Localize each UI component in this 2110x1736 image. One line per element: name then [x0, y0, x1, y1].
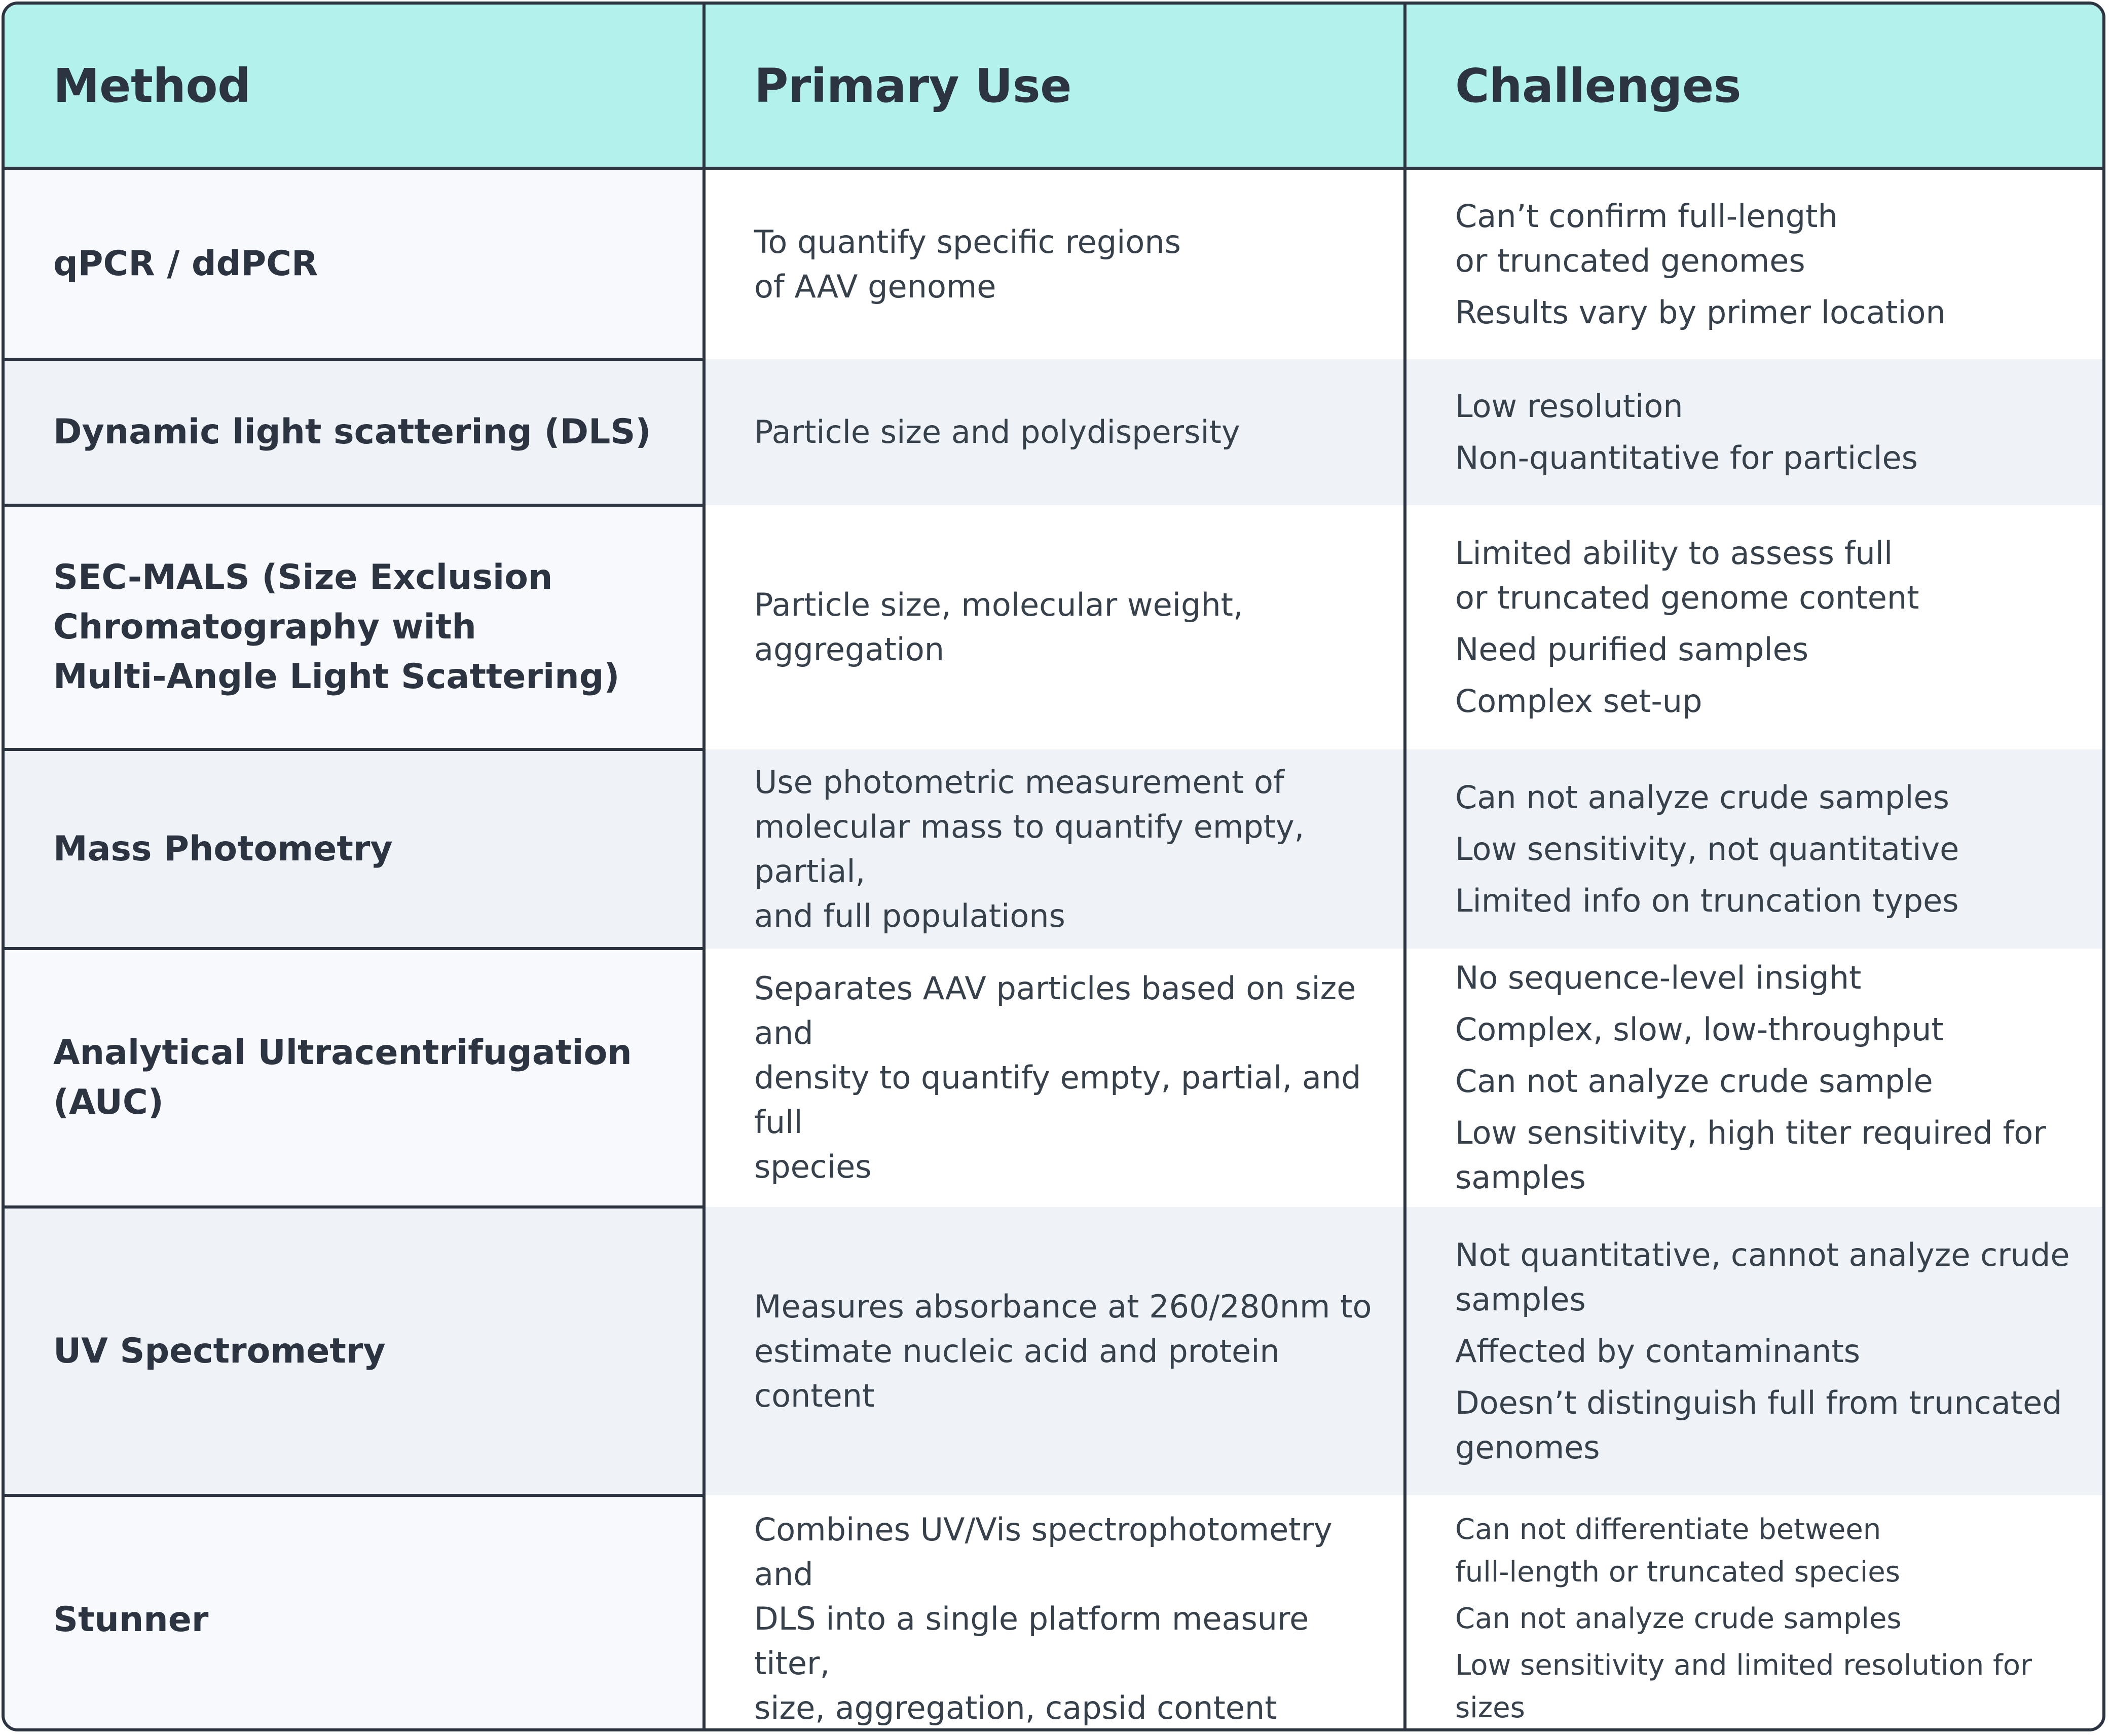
primary-use-cell: [704, 168, 1405, 359]
challenge-item: No sequence-level insight: [1455, 959, 1862, 996]
challenges-cell: [1405, 1207, 2102, 1495]
method-cell: [5, 1495, 704, 1731]
primary-use-cell: [704, 949, 1405, 1207]
challenge-item: Can not analyze crude samples: [1455, 778, 1949, 816]
method-name: qPCR / ddPCR: [53, 243, 318, 284]
primary-use-text: To quantify specific regions of AAV genome: [754, 223, 1181, 305]
method-cell: [5, 359, 704, 505]
table-row: [5, 168, 2102, 359]
table-row: [5, 749, 2102, 949]
challenge-item: Can not analyze crude samples: [1455, 1602, 1902, 1635]
method-cell: [5, 1207, 704, 1495]
challenges-cell: [1405, 1495, 2102, 1731]
challenge-item: Can’t confirm full-length or truncated genomes: [1455, 198, 1838, 279]
challenges-cell: [1405, 168, 2102, 359]
table-header: [5, 5, 2102, 168]
primary-use-text: Separates AAV particles based on size and density to quantify empty, partial, and full species: [754, 970, 1361, 1185]
challenge-item: Can not differentiate between full-length or truncated species: [1455, 1513, 1900, 1589]
challenge-item: Complex set-up: [1455, 683, 1702, 720]
challenges-cell: [1405, 749, 2102, 949]
primary-use-text: Combines UV/Vis spectrophotometry and DLS into a single platform measure titer, size, aggregation, capsid content: [754, 1511, 1332, 1726]
challenge-item: Doesn’t distinguish full from truncated genomes: [1455, 1384, 2062, 1466]
primary-use-cell: [704, 1207, 1405, 1495]
header-primary-use: Primary Use: [704, 5, 1405, 168]
challenge-item: Affected by contaminants: [1455, 1332, 1861, 1370]
table-row: [5, 1207, 2102, 1495]
challenge-item: Non-quantitative for particles: [1455, 439, 1918, 476]
methods-comparison-table: [5, 5, 2102, 1731]
method-name: UV Spectrometry: [53, 1331, 386, 1371]
method-name: Stunner: [53, 1599, 209, 1640]
method-name: Analytical Ultracentrifugation (AUC): [53, 1033, 632, 1122]
table-row: [5, 359, 2102, 505]
method-cell: [5, 505, 704, 749]
method-name: Dynamic light scattering (DLS): [53, 412, 651, 452]
challenges-cell: [1405, 949, 2102, 1207]
challenge-item: Low sensitivity, high titer required for samples: [1455, 1114, 2046, 1196]
header-challenges: Challenges: [1405, 5, 2102, 168]
challenge-item: Low resolution: [1455, 388, 1683, 425]
method-name: SEC-MALS (Size Exclusion Chromatography with Multi-Angle Light Scattering): [53, 557, 620, 697]
primary-use-cell: [704, 749, 1405, 949]
challenge-item: Need purified samples: [1455, 631, 1809, 668]
challenge-item: Limited info on truncation types: [1455, 882, 1959, 919]
challenge-item: Low sensitivity and limited resolution for sizes: [1455, 1649, 2032, 1724]
primary-use-text: Use photometric measurement of molecular mass to quantify empty, partial, and full populations: [754, 763, 1305, 934]
comparison-table-frame: [2, 2, 2105, 1731]
challenge-item: Not quantitative, cannot analyze crude samples: [1455, 1236, 2070, 1318]
challenge-item: Results vary by primer location: [1455, 294, 1946, 331]
primary-use-text: Measures absorbance at 260/280nm to estimate nucleic acid and protein content: [754, 1288, 1372, 1414]
table-body: [5, 168, 2102, 1731]
header-row: [5, 5, 2102, 168]
challenge-item: Complex, slow, low-throughput: [1455, 1011, 1944, 1048]
method-name: Mass Photometry: [53, 828, 393, 869]
challenge-item: Limited ability to assess full or truncated genome content: [1455, 535, 1919, 616]
primary-use-text: Particle size and polydispersity: [754, 413, 1240, 450]
challenge-item: Can not analyze crude sample: [1455, 1063, 1933, 1100]
primary-use-cell: [704, 359, 1405, 505]
method-cell: [5, 749, 704, 949]
primary-use-text: Particle size, molecular weight, aggregation: [754, 586, 1243, 668]
challenges-cell: [1405, 505, 2102, 749]
primary-use-cell: [704, 1495, 1405, 1731]
table-row: [5, 1495, 2102, 1731]
challenge-item: Low sensitivity, not quantitative: [1455, 830, 1959, 867]
method-cell: [5, 168, 704, 359]
header-method: Method: [5, 5, 704, 168]
method-cell: [5, 949, 704, 1207]
challenges-cell: [1405, 359, 2102, 505]
table-row: [5, 505, 2102, 749]
table-row: [5, 949, 2102, 1207]
primary-use-cell: [704, 505, 1405, 749]
